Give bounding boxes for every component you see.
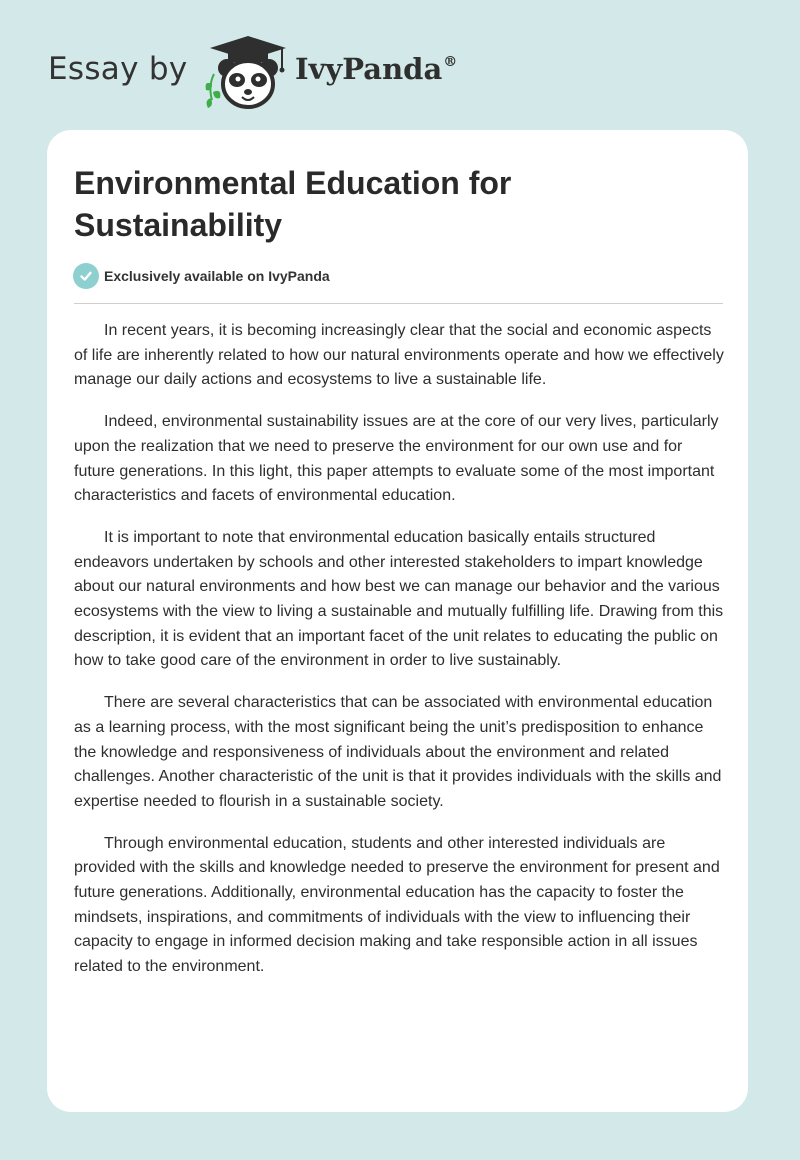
registered-mark: ®	[443, 54, 458, 70]
brand-name[interactable]	[295, 52, 457, 86]
paragraph: It is important to note that environmental education basically entails structured endeavors undertaken by schools and other interested stakeholders to impart knowledge about our natural environments and how best we can manage our behavior and the various ecosystems with the view to living a sustainable and mutually fulfilling life. Drawing from this description, it is evident that an important facet of the unit relates to educating the public on how to take good care of the environment in order to live sustainably.	[74, 528, 724, 670]
ivy-leaf-icon	[206, 74, 221, 108]
brand-name-text: IvyPanda	[295, 52, 443, 86]
badge-label: Exclusively available on IvyPanda	[104, 268, 330, 284]
paragraph: There are several characteristics that can be associated with environmental education as a learning process, with the most significant being the unit’s predisposition to enhance the knowledge and responsiveness of individuals about the environment and related challenges. Another characteristic of the unit is that it provides individuals with the skills and expertise needed to flourish in a sustainable society.	[74, 694, 722, 810]
check-circle-icon	[73, 263, 99, 289]
essay-card	[47, 130, 748, 1112]
paragraph: In recent years, it is becoming increasingly clear that the social and economic aspects of life are inherently related to how our natural environments operate and how we effectively manage our daily actions and ecosystems to live a sustainable life.	[74, 322, 724, 389]
essay-by-label: Essay by	[48, 51, 188, 87]
site-header	[48, 30, 568, 110]
exclusive-badge	[73, 263, 330, 289]
panda-graduate-icon[interactable]	[202, 34, 294, 112]
article-body	[74, 319, 724, 997]
divider	[74, 303, 723, 304]
page-title: Environmental Education for Sustainability	[74, 165, 512, 243]
paragraph: Through environmental education, students and other interested individuals are provided with the skills and knowledge needed to preserve the environment for present and future generations. Additionally, environmental education has the capacity to foster the mindsets, inspirations, and commitments of individuals with the view to influencing their capacity to engage in informed decision making and take responsible action in all issues related to the environment.	[74, 834, 720, 976]
paragraph: Indeed, environmental sustainability issues are at the core of our very lives, particularly upon the realization that we need to preserve the environment for our own use and for future generations. In this light, this paper attempts to evaluate some of the most important characteristics and facets of environmental education.	[74, 413, 719, 505]
